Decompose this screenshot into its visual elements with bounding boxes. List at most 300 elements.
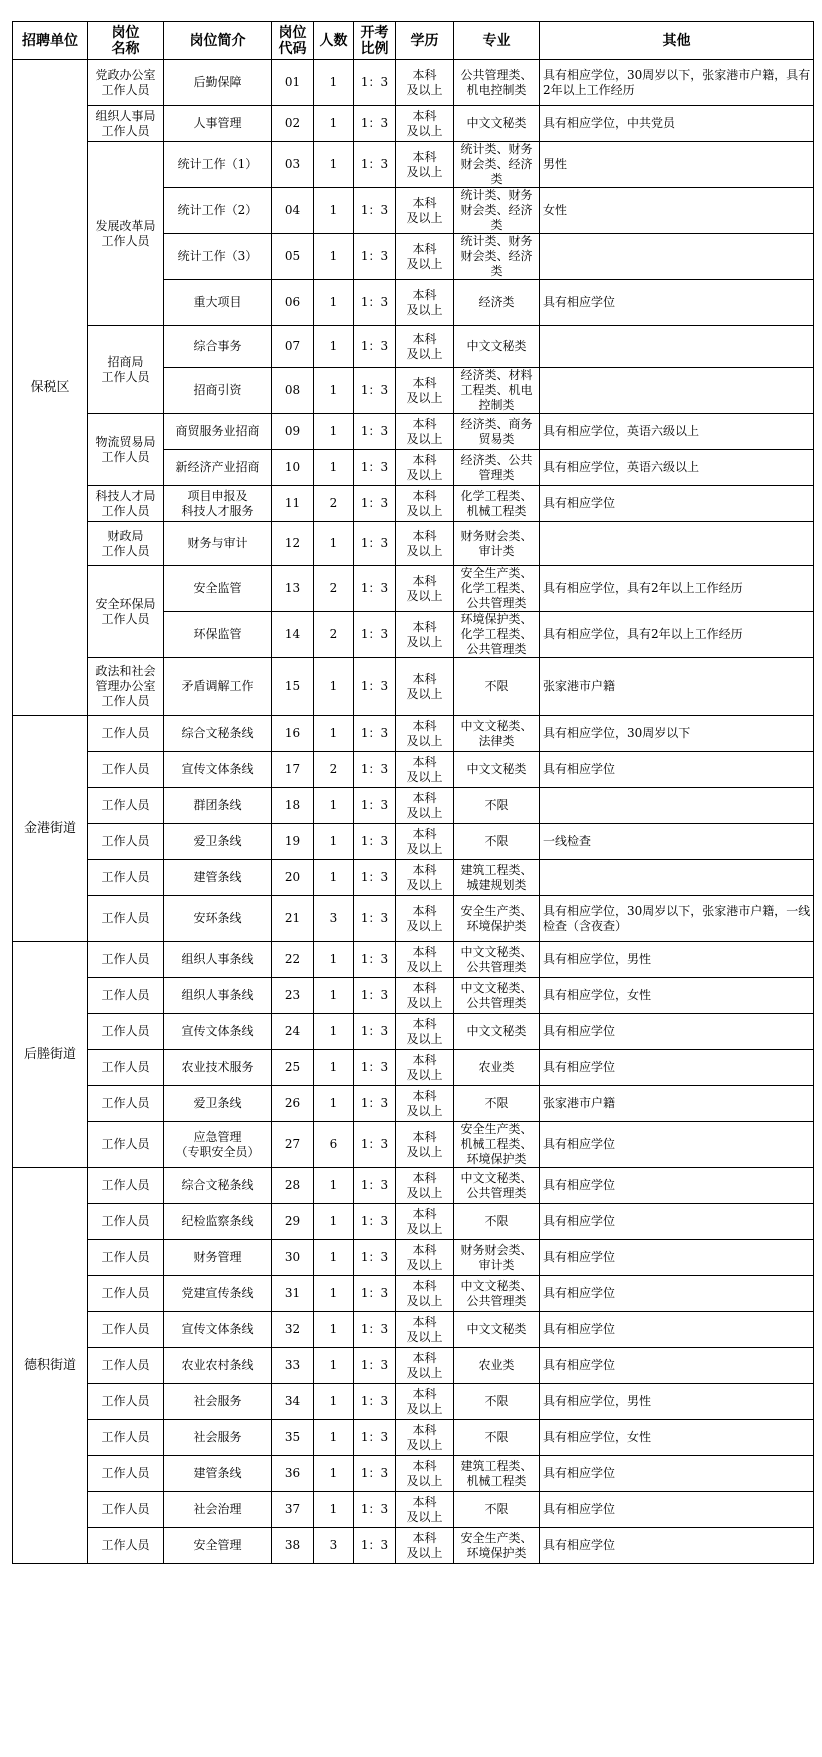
intro-cell: 矛盾调解工作 <box>164 658 272 716</box>
other-cell: 具有相应学位 <box>540 1204 814 1240</box>
table-row <box>13 1348 814 1384</box>
table-row <box>13 658 814 716</box>
other-cell: 具有相应学位 <box>540 1240 814 1276</box>
edu-cell: 本科 及以上 <box>396 234 454 280</box>
ratio-cell: 1：3 <box>354 658 396 716</box>
count-cell: 1 <box>314 188 354 234</box>
post-name-cell: 工作人员 <box>88 1528 164 1564</box>
major-cell: 化学工程类、 机械工程类 <box>454 486 540 522</box>
count-cell: 2 <box>314 566 354 612</box>
count-cell: 1 <box>314 716 354 752</box>
major-cell: 不限 <box>454 1086 540 1122</box>
code-cell: 20 <box>272 860 314 896</box>
intro-cell: 财务管理 <box>164 1240 272 1276</box>
post-name-cell: 安全环保局 工作人员 <box>88 566 164 658</box>
count-cell: 1 <box>314 1240 354 1276</box>
count-cell: 1 <box>314 1168 354 1204</box>
major-cell: 统计类、财务 财会类、经济 类 <box>454 142 540 188</box>
major-cell: 环境保护类、 化学工程类、 公共管理类 <box>454 612 540 658</box>
other-cell <box>540 234 814 280</box>
table-row <box>13 522 814 566</box>
intro-cell: 招商引资 <box>164 368 272 414</box>
ratio-cell: 1：3 <box>354 896 396 942</box>
table-body <box>13 22 814 1564</box>
table-row <box>13 1420 814 1456</box>
post-name-cell: 工作人员 <box>88 1420 164 1456</box>
ratio-cell: 1：3 <box>354 1086 396 1122</box>
edu-cell: 本科 及以上 <box>396 1086 454 1122</box>
code-cell: 04 <box>272 188 314 234</box>
post-name-cell: 工作人员 <box>88 860 164 896</box>
major-cell: 统计类、财务 财会类、经济 类 <box>454 234 540 280</box>
count-cell: 1 <box>314 978 354 1014</box>
count-cell: 1 <box>314 658 354 716</box>
count-cell: 1 <box>314 280 354 326</box>
count-cell: 2 <box>314 752 354 788</box>
edu-cell: 本科 及以上 <box>396 1276 454 1312</box>
intro-cell: 农业农村条线 <box>164 1348 272 1384</box>
code-cell: 16 <box>272 716 314 752</box>
intro-cell: 建管条线 <box>164 860 272 896</box>
ratio-cell: 1：3 <box>354 450 396 486</box>
count-cell: 1 <box>314 942 354 978</box>
other-cell: 具有相应学位 <box>540 1276 814 1312</box>
ratio-cell: 1：3 <box>354 326 396 368</box>
count-cell: 1 <box>314 1050 354 1086</box>
edu-cell: 本科 及以上 <box>396 942 454 978</box>
code-cell: 21 <box>272 896 314 942</box>
edu-cell: 本科 及以上 <box>396 1384 454 1420</box>
edu-cell: 本科 及以上 <box>396 752 454 788</box>
code-cell: 14 <box>272 612 314 658</box>
major-cell: 农业类 <box>454 1050 540 1086</box>
other-cell: 具有相应学位，英语六级以上 <box>540 414 814 450</box>
intro-cell: 安全监管 <box>164 566 272 612</box>
post-name-cell: 工作人员 <box>88 1240 164 1276</box>
code-cell: 02 <box>272 106 314 142</box>
ratio-cell: 1：3 <box>354 486 396 522</box>
table-row <box>13 860 814 896</box>
intro-cell: 商贸服务业招商 <box>164 414 272 450</box>
ratio-cell: 1：3 <box>354 60 396 106</box>
table-row <box>13 326 814 368</box>
code-cell: 23 <box>272 978 314 1014</box>
recruitment-table <box>12 21 814 1564</box>
code-cell: 27 <box>272 1122 314 1168</box>
ratio-cell: 1：3 <box>354 824 396 860</box>
edu-cell: 本科 及以上 <box>396 106 454 142</box>
post-name-cell: 工作人员 <box>88 1168 164 1204</box>
post-name-cell: 工作人员 <box>88 978 164 1014</box>
ratio-cell: 1：3 <box>354 1420 396 1456</box>
other-cell: 具有相应学位 <box>540 280 814 326</box>
header-row <box>13 22 814 60</box>
count-cell: 1 <box>314 1456 354 1492</box>
post-name-cell: 政法和社会 管理办公室 工作人员 <box>88 658 164 716</box>
intro-cell: 综合事务 <box>164 326 272 368</box>
intro-cell: 宣传文体条线 <box>164 752 272 788</box>
post-name-cell: 工作人员 <box>88 896 164 942</box>
table-row <box>13 60 814 106</box>
edu-cell: 本科 及以上 <box>396 326 454 368</box>
table-row <box>13 1050 814 1086</box>
unit-cell: 后塍街道 <box>13 942 88 1168</box>
table-row <box>13 1204 814 1240</box>
post-name-cell: 工作人员 <box>88 788 164 824</box>
count-cell: 1 <box>314 860 354 896</box>
table-row <box>13 896 814 942</box>
edu-cell: 本科 及以上 <box>396 486 454 522</box>
edu-cell: 本科 及以上 <box>396 860 454 896</box>
table-row <box>13 414 814 450</box>
edu-cell: 本科 及以上 <box>396 142 454 188</box>
intro-cell: 社会服务 <box>164 1420 272 1456</box>
major-cell: 建筑工程类、 城建规划类 <box>454 860 540 896</box>
intro-cell: 统计工作（3） <box>164 234 272 280</box>
edu-cell: 本科 及以上 <box>396 788 454 824</box>
edu-cell: 本科 及以上 <box>396 716 454 752</box>
other-cell: 具有相应学位，30周岁以下 <box>540 716 814 752</box>
intro-cell: 建管条线 <box>164 1456 272 1492</box>
intro-cell: 社会治理 <box>164 1492 272 1528</box>
post-name-cell: 党政办公室 工作人员 <box>88 60 164 106</box>
other-cell: 具有相应学位，30周岁以下，张家港市户籍，具有2年以上工作经历 <box>540 60 814 106</box>
other-cell: 具有相应学位 <box>540 1456 814 1492</box>
edu-cell: 本科 及以上 <box>396 60 454 106</box>
edu-cell: 本科 及以上 <box>396 1456 454 1492</box>
table-row <box>13 106 814 142</box>
post-name-cell: 招商局 工作人员 <box>88 326 164 414</box>
edu-cell: 本科 及以上 <box>396 1528 454 1564</box>
intro-cell: 群团条线 <box>164 788 272 824</box>
count-cell: 1 <box>314 522 354 566</box>
count-cell: 1 <box>314 1204 354 1240</box>
post-name-cell: 工作人员 <box>88 1014 164 1050</box>
other-cell: 张家港市户籍 <box>540 658 814 716</box>
count-cell: 2 <box>314 612 354 658</box>
other-cell: 具有相应学位，具有2年以上工作经历 <box>540 612 814 658</box>
table-row <box>13 1528 814 1564</box>
post-name-cell: 工作人员 <box>88 1050 164 1086</box>
post-name-cell: 科技人才局 工作人员 <box>88 486 164 522</box>
table-row <box>13 142 814 188</box>
recruitment-table-container <box>12 21 814 1564</box>
table-row <box>13 1456 814 1492</box>
table-row <box>13 566 814 612</box>
count-cell: 1 <box>314 60 354 106</box>
post-name-cell: 工作人员 <box>88 1348 164 1384</box>
count-cell: 1 <box>314 106 354 142</box>
other-cell: 具有相应学位，英语六级以上 <box>540 450 814 486</box>
other-cell: 具有相应学位，女性 <box>540 978 814 1014</box>
header-intro: 岗位简介 <box>164 22 272 60</box>
other-cell: 女性 <box>540 188 814 234</box>
other-cell: 具有相应学位 <box>540 1050 814 1086</box>
other-cell: 具有相应学位 <box>540 1122 814 1168</box>
table-row <box>13 1086 814 1122</box>
edu-cell: 本科 及以上 <box>396 1348 454 1384</box>
table-row <box>13 1168 814 1204</box>
code-cell: 05 <box>272 234 314 280</box>
edu-cell: 本科 及以上 <box>396 188 454 234</box>
ratio-cell: 1：3 <box>354 612 396 658</box>
other-cell: 具有相应学位 <box>540 752 814 788</box>
code-cell: 12 <box>272 522 314 566</box>
count-cell: 1 <box>314 1420 354 1456</box>
other-cell: 具有相应学位，男性 <box>540 1384 814 1420</box>
other-cell: 具有相应学位，男性 <box>540 942 814 978</box>
major-cell: 经济类、商务 贸易类 <box>454 414 540 450</box>
major-cell: 公共管理类、 机电控制类 <box>454 60 540 106</box>
table-row <box>13 1276 814 1312</box>
code-cell: 34 <box>272 1384 314 1420</box>
header-edu: 学历 <box>396 22 454 60</box>
post-name-cell: 工作人员 <box>88 1456 164 1492</box>
header-ratio: 开考 比例 <box>354 22 396 60</box>
other-cell <box>540 860 814 896</box>
code-cell: 28 <box>272 1168 314 1204</box>
edu-cell: 本科 及以上 <box>396 1122 454 1168</box>
major-cell: 中文文秘类、 公共管理类 <box>454 942 540 978</box>
major-cell: 财务财会类、 审计类 <box>454 1240 540 1276</box>
code-cell: 36 <box>272 1456 314 1492</box>
major-cell: 经济类、公共 管理类 <box>454 450 540 486</box>
ratio-cell: 1：3 <box>354 368 396 414</box>
intro-cell: 组织人事条线 <box>164 942 272 978</box>
ratio-cell: 1：3 <box>354 1312 396 1348</box>
intro-cell: 爱卫条线 <box>164 1086 272 1122</box>
major-cell: 建筑工程类、 机械工程类 <box>454 1456 540 1492</box>
intro-cell: 宣传文体条线 <box>164 1312 272 1348</box>
post-name-cell: 工作人员 <box>88 1204 164 1240</box>
code-cell: 15 <box>272 658 314 716</box>
ratio-cell: 1：3 <box>354 142 396 188</box>
ratio-cell: 1：3 <box>354 716 396 752</box>
other-cell: 具有相应学位，中共党员 <box>540 106 814 142</box>
other-cell: 具有相应学位 <box>540 1492 814 1528</box>
header-other: 其他 <box>540 22 814 60</box>
code-cell: 26 <box>272 1086 314 1122</box>
code-cell: 01 <box>272 60 314 106</box>
major-cell: 不限 <box>454 824 540 860</box>
intro-cell: 统计工作（2） <box>164 188 272 234</box>
other-cell: 具有相应学位 <box>540 1528 814 1564</box>
count-cell: 1 <box>314 414 354 450</box>
code-cell: 03 <box>272 142 314 188</box>
post-name-cell: 工作人员 <box>88 1492 164 1528</box>
major-cell: 农业类 <box>454 1348 540 1384</box>
table-row <box>13 942 814 978</box>
code-cell: 22 <box>272 942 314 978</box>
ratio-cell: 1：3 <box>354 1492 396 1528</box>
intro-cell: 统计工作（1） <box>164 142 272 188</box>
intro-cell: 宣传文体条线 <box>164 1014 272 1050</box>
ratio-cell: 1：3 <box>354 1456 396 1492</box>
intro-cell: 社会服务 <box>164 1384 272 1420</box>
table-row <box>13 788 814 824</box>
code-cell: 08 <box>272 368 314 414</box>
major-cell: 中文文秘类 <box>454 752 540 788</box>
count-cell: 1 <box>314 1014 354 1050</box>
intro-cell: 人事管理 <box>164 106 272 142</box>
code-cell: 13 <box>272 566 314 612</box>
table-row <box>13 1240 814 1276</box>
post-name-cell: 工作人员 <box>88 1312 164 1348</box>
major-cell: 不限 <box>454 1204 540 1240</box>
ratio-cell: 1：3 <box>354 522 396 566</box>
other-cell <box>540 326 814 368</box>
post-name-cell: 工作人员 <box>88 752 164 788</box>
count-cell: 1 <box>314 1312 354 1348</box>
major-cell: 中文文秘类 <box>454 326 540 368</box>
edu-cell: 本科 及以上 <box>396 522 454 566</box>
ratio-cell: 1：3 <box>354 280 396 326</box>
table-row <box>13 1122 814 1168</box>
ratio-cell: 1：3 <box>354 1168 396 1204</box>
edu-cell: 本科 及以上 <box>396 612 454 658</box>
intro-cell: 爱卫条线 <box>164 824 272 860</box>
ratio-cell: 1：3 <box>354 860 396 896</box>
ratio-cell: 1：3 <box>354 1528 396 1564</box>
table-row <box>13 1014 814 1050</box>
header-major: 专业 <box>454 22 540 60</box>
post-name-cell: 工作人员 <box>88 1276 164 1312</box>
major-cell: 经济类 <box>454 280 540 326</box>
edu-cell: 本科 及以上 <box>396 1312 454 1348</box>
ratio-cell: 1：3 <box>354 1348 396 1384</box>
intro-cell: 农业技术服务 <box>164 1050 272 1086</box>
code-cell: 38 <box>272 1528 314 1564</box>
ratio-cell: 1：3 <box>354 106 396 142</box>
post-name-cell: 工作人员 <box>88 1122 164 1168</box>
table-row <box>13 752 814 788</box>
edu-cell: 本科 及以上 <box>396 368 454 414</box>
major-cell: 中文文秘类、 公共管理类 <box>454 1276 540 1312</box>
unit-cell: 金港街道 <box>13 716 88 942</box>
major-cell: 财务财会类、 审计类 <box>454 522 540 566</box>
major-cell: 中文文秘类、 公共管理类 <box>454 978 540 1014</box>
intro-cell: 新经济产业招商 <box>164 450 272 486</box>
intro-cell: 综合文秘条线 <box>164 716 272 752</box>
edu-cell: 本科 及以上 <box>396 896 454 942</box>
ratio-cell: 1：3 <box>354 1276 396 1312</box>
table-row <box>13 978 814 1014</box>
table-row <box>13 486 814 522</box>
count-cell: 1 <box>314 368 354 414</box>
post-name-cell: 工作人员 <box>88 1086 164 1122</box>
code-cell: 19 <box>272 824 314 860</box>
other-cell <box>540 788 814 824</box>
edu-cell: 本科 及以上 <box>396 450 454 486</box>
code-cell: 18 <box>272 788 314 824</box>
count-cell: 1 <box>314 824 354 860</box>
other-cell: 张家港市户籍 <box>540 1086 814 1122</box>
code-cell: 09 <box>272 414 314 450</box>
major-cell: 中文文秘类 <box>454 1312 540 1348</box>
edu-cell: 本科 及以上 <box>396 1204 454 1240</box>
ratio-cell: 1：3 <box>354 1122 396 1168</box>
intro-cell: 组织人事条线 <box>164 978 272 1014</box>
ratio-cell: 1：3 <box>354 1384 396 1420</box>
unit-cell: 保税区 <box>13 60 88 716</box>
major-cell: 中文文秘类 <box>454 1014 540 1050</box>
count-cell: 3 <box>314 1528 354 1564</box>
count-cell: 1 <box>314 326 354 368</box>
code-cell: 24 <box>272 1014 314 1050</box>
code-cell: 31 <box>272 1276 314 1312</box>
major-cell: 不限 <box>454 1492 540 1528</box>
post-name-cell: 财政局 工作人员 <box>88 522 164 566</box>
count-cell: 1 <box>314 234 354 280</box>
header-code: 岗位 代码 <box>272 22 314 60</box>
edu-cell: 本科 及以上 <box>396 1014 454 1050</box>
ratio-cell: 1：3 <box>354 566 396 612</box>
other-cell: 具有相应学位 <box>540 1348 814 1384</box>
ratio-cell: 1：3 <box>354 1014 396 1050</box>
intro-cell: 项目申报及 科技人才服务 <box>164 486 272 522</box>
other-cell: 具有相应学位 <box>540 1014 814 1050</box>
ratio-cell: 1：3 <box>354 1204 396 1240</box>
intro-cell: 重大项目 <box>164 280 272 326</box>
edu-cell: 本科 及以上 <box>396 824 454 860</box>
major-cell: 不限 <box>454 658 540 716</box>
major-cell: 中文文秘类、 法律类 <box>454 716 540 752</box>
major-cell: 不限 <box>454 1384 540 1420</box>
other-cell <box>540 368 814 414</box>
intro-cell: 安全管理 <box>164 1528 272 1564</box>
count-cell: 1 <box>314 450 354 486</box>
post-name-cell: 发展改革局 工作人员 <box>88 142 164 326</box>
other-cell: 具有相应学位，具有2年以上工作经历 <box>540 566 814 612</box>
code-cell: 37 <box>272 1492 314 1528</box>
count-cell: 1 <box>314 142 354 188</box>
intro-cell: 财务与审计 <box>164 522 272 566</box>
post-name-cell: 工作人员 <box>88 1384 164 1420</box>
code-cell: 32 <box>272 1312 314 1348</box>
major-cell: 中文文秘类 <box>454 106 540 142</box>
other-cell: 具有相应学位，女性 <box>540 1420 814 1456</box>
post-name-cell: 工作人员 <box>88 716 164 752</box>
code-cell: 25 <box>272 1050 314 1086</box>
table-row <box>13 716 814 752</box>
table-row <box>13 824 814 860</box>
edu-cell: 本科 及以上 <box>396 280 454 326</box>
other-cell: 具有相应学位 <box>540 1168 814 1204</box>
code-cell: 29 <box>272 1204 314 1240</box>
header-post-name: 岗位 名称 <box>88 22 164 60</box>
other-cell <box>540 522 814 566</box>
edu-cell: 本科 及以上 <box>396 1492 454 1528</box>
count-cell: 1 <box>314 1492 354 1528</box>
ratio-cell: 1：3 <box>354 188 396 234</box>
intro-cell: 应急管理 （专职安全员） <box>164 1122 272 1168</box>
major-cell: 不限 <box>454 788 540 824</box>
count-cell: 1 <box>314 1276 354 1312</box>
count-cell: 6 <box>314 1122 354 1168</box>
header-count: 人数 <box>314 22 354 60</box>
other-cell: 具有相应学位 <box>540 486 814 522</box>
intro-cell: 环保监管 <box>164 612 272 658</box>
count-cell: 2 <box>314 486 354 522</box>
code-cell: 07 <box>272 326 314 368</box>
major-cell: 安全生产类、 化学工程类、 公共管理类 <box>454 566 540 612</box>
edu-cell: 本科 及以上 <box>396 1420 454 1456</box>
intro-cell: 后勤保障 <box>164 60 272 106</box>
major-cell: 安全生产类、 环境保护类 <box>454 1528 540 1564</box>
table-row <box>13 1384 814 1420</box>
edu-cell: 本科 及以上 <box>396 658 454 716</box>
major-cell: 安全生产类、 环境保护类 <box>454 896 540 942</box>
